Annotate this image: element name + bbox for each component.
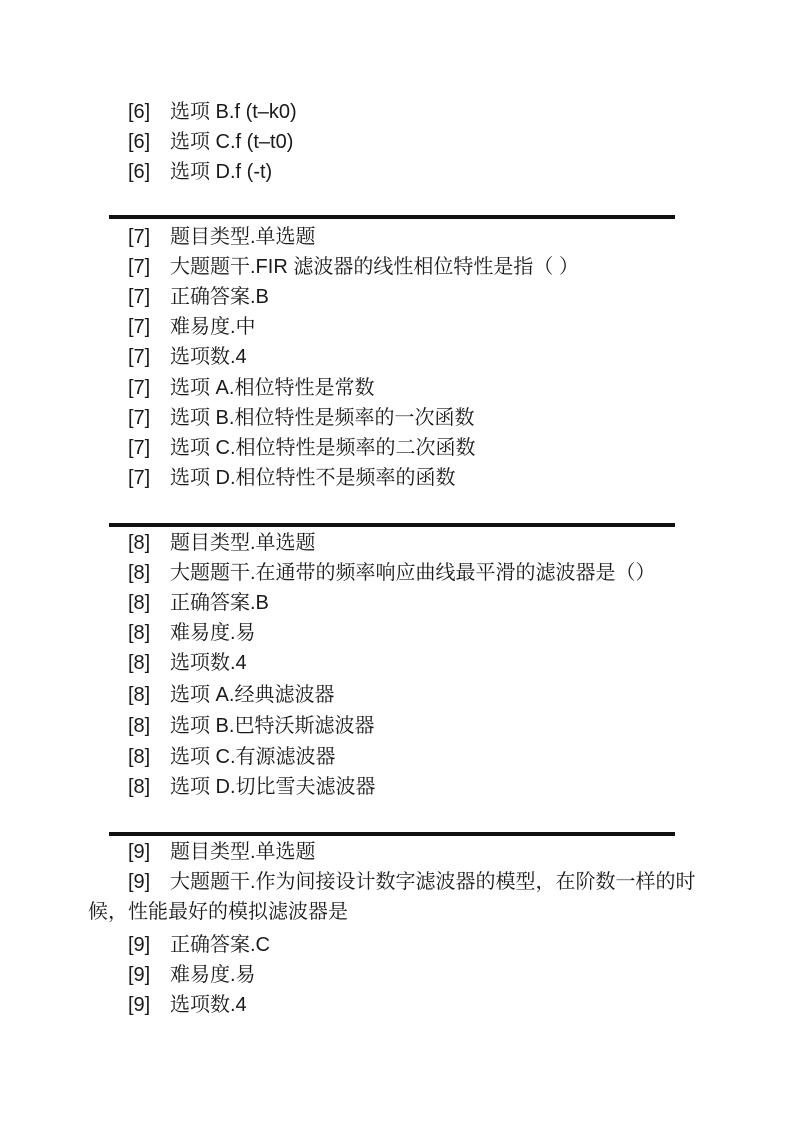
document-line [128, 558, 656, 588]
section-divider [109, 215, 675, 219]
question-number: [8] [128, 562, 151, 584]
question-number: [7] [128, 286, 151, 308]
question-number: [9] [128, 934, 151, 956]
line-text: 选项数.4 [170, 994, 247, 1016]
line-text: 题目类型.单选题 [170, 841, 316, 863]
line-text: 选项 B.f (t–k0) [170, 101, 297, 123]
document-line-continuation [88, 897, 348, 927]
question-number: [6] [128, 131, 151, 153]
line-text: 选项数.4 [170, 346, 247, 368]
question-number: [7] [128, 346, 151, 368]
line-text: 正确答案.B [170, 286, 269, 308]
document-line [128, 772, 376, 802]
document-line [128, 618, 256, 648]
document-line [128, 742, 336, 772]
document-line [128, 282, 269, 312]
question-number: [8] [128, 776, 151, 798]
line-text: 题目类型.单选题 [170, 226, 316, 248]
question-number: [6] [128, 161, 151, 183]
document-line [128, 342, 247, 372]
question-number: [8] [128, 652, 151, 674]
line-text: 正确答案.C [170, 934, 270, 956]
document-line [128, 433, 476, 463]
question-number: [6] [128, 101, 151, 123]
line-text: 选项 A.经典滤波器 [170, 684, 335, 706]
line-text: 选项 C.有源滤波器 [170, 746, 336, 768]
line-text: 选项 C.相位特性是频率的二次函数 [170, 437, 476, 459]
question-number: [8] [128, 592, 151, 614]
line-text: 难易度.中 [170, 316, 256, 338]
line-text: 难易度.易 [170, 622, 256, 644]
question-number: [7] [128, 256, 151, 278]
question-number: [8] [128, 746, 151, 768]
document-line [128, 252, 579, 282]
document-line [128, 588, 269, 618]
line-text: 选项 D.切比雪夫滤波器 [170, 776, 376, 798]
line-text: 候，性能最好的模拟滤波器是 [88, 901, 348, 923]
question-number: [8] [128, 532, 151, 554]
question-number: [9] [128, 871, 151, 893]
document-line [128, 403, 474, 433]
line-text: 选项 B.巴特沃斯滤波器 [170, 715, 375, 737]
line-text: 选项 C.f (t–t0) [170, 131, 294, 153]
document-line [128, 711, 374, 741]
document-line [128, 867, 696, 897]
line-text: 题目类型.单选题 [170, 532, 316, 554]
question-number: [9] [128, 994, 151, 1016]
line-text: 大题题干.作为间接设计数字滤波器的模型，在阶数一样的时 [170, 871, 696, 893]
document-line [128, 463, 456, 493]
question-number: [7] [128, 407, 151, 429]
document-line [128, 157, 272, 187]
question-number: [9] [128, 841, 151, 863]
document-line [128, 990, 247, 1020]
question-number: [7] [128, 377, 151, 399]
document-line [128, 222, 316, 252]
document-line [128, 648, 247, 678]
question-number: [8] [128, 684, 151, 706]
document-line [128, 837, 316, 867]
document-line [128, 373, 374, 403]
line-text: 难易度.易 [170, 964, 256, 986]
document-line [128, 930, 270, 960]
question-number: [7] [128, 226, 151, 248]
document-line [128, 960, 256, 990]
document-line [128, 528, 316, 558]
question-number: [8] [128, 715, 151, 737]
document-line [128, 97, 297, 127]
question-number: [7] [128, 467, 151, 489]
document-line [128, 680, 334, 710]
document-line [128, 127, 293, 157]
line-text: 大题题干.FIR 滤波器的线性相位特性是指（ ） [170, 256, 579, 278]
line-text: 选项数.4 [170, 652, 247, 674]
document-line [128, 312, 256, 342]
line-text: 选项 D.f (-t) [170, 161, 273, 183]
line-text: 大题题干.在通带的频率响应曲线最平滑的滤波器是（） [170, 562, 656, 584]
section-divider [109, 523, 675, 527]
question-number: [9] [128, 964, 151, 986]
line-text: 选项 B.相位特性是频率的一次函数 [170, 407, 475, 429]
line-text: 选项 D.相位特性不是频率的函数 [170, 467, 456, 489]
section-divider [109, 832, 675, 836]
line-text: 选项 A.相位特性是常数 [170, 377, 375, 399]
question-number: [8] [128, 622, 151, 644]
question-number: [7] [128, 316, 151, 338]
question-number: [7] [128, 437, 151, 459]
line-text: 正确答案.B [170, 592, 269, 614]
